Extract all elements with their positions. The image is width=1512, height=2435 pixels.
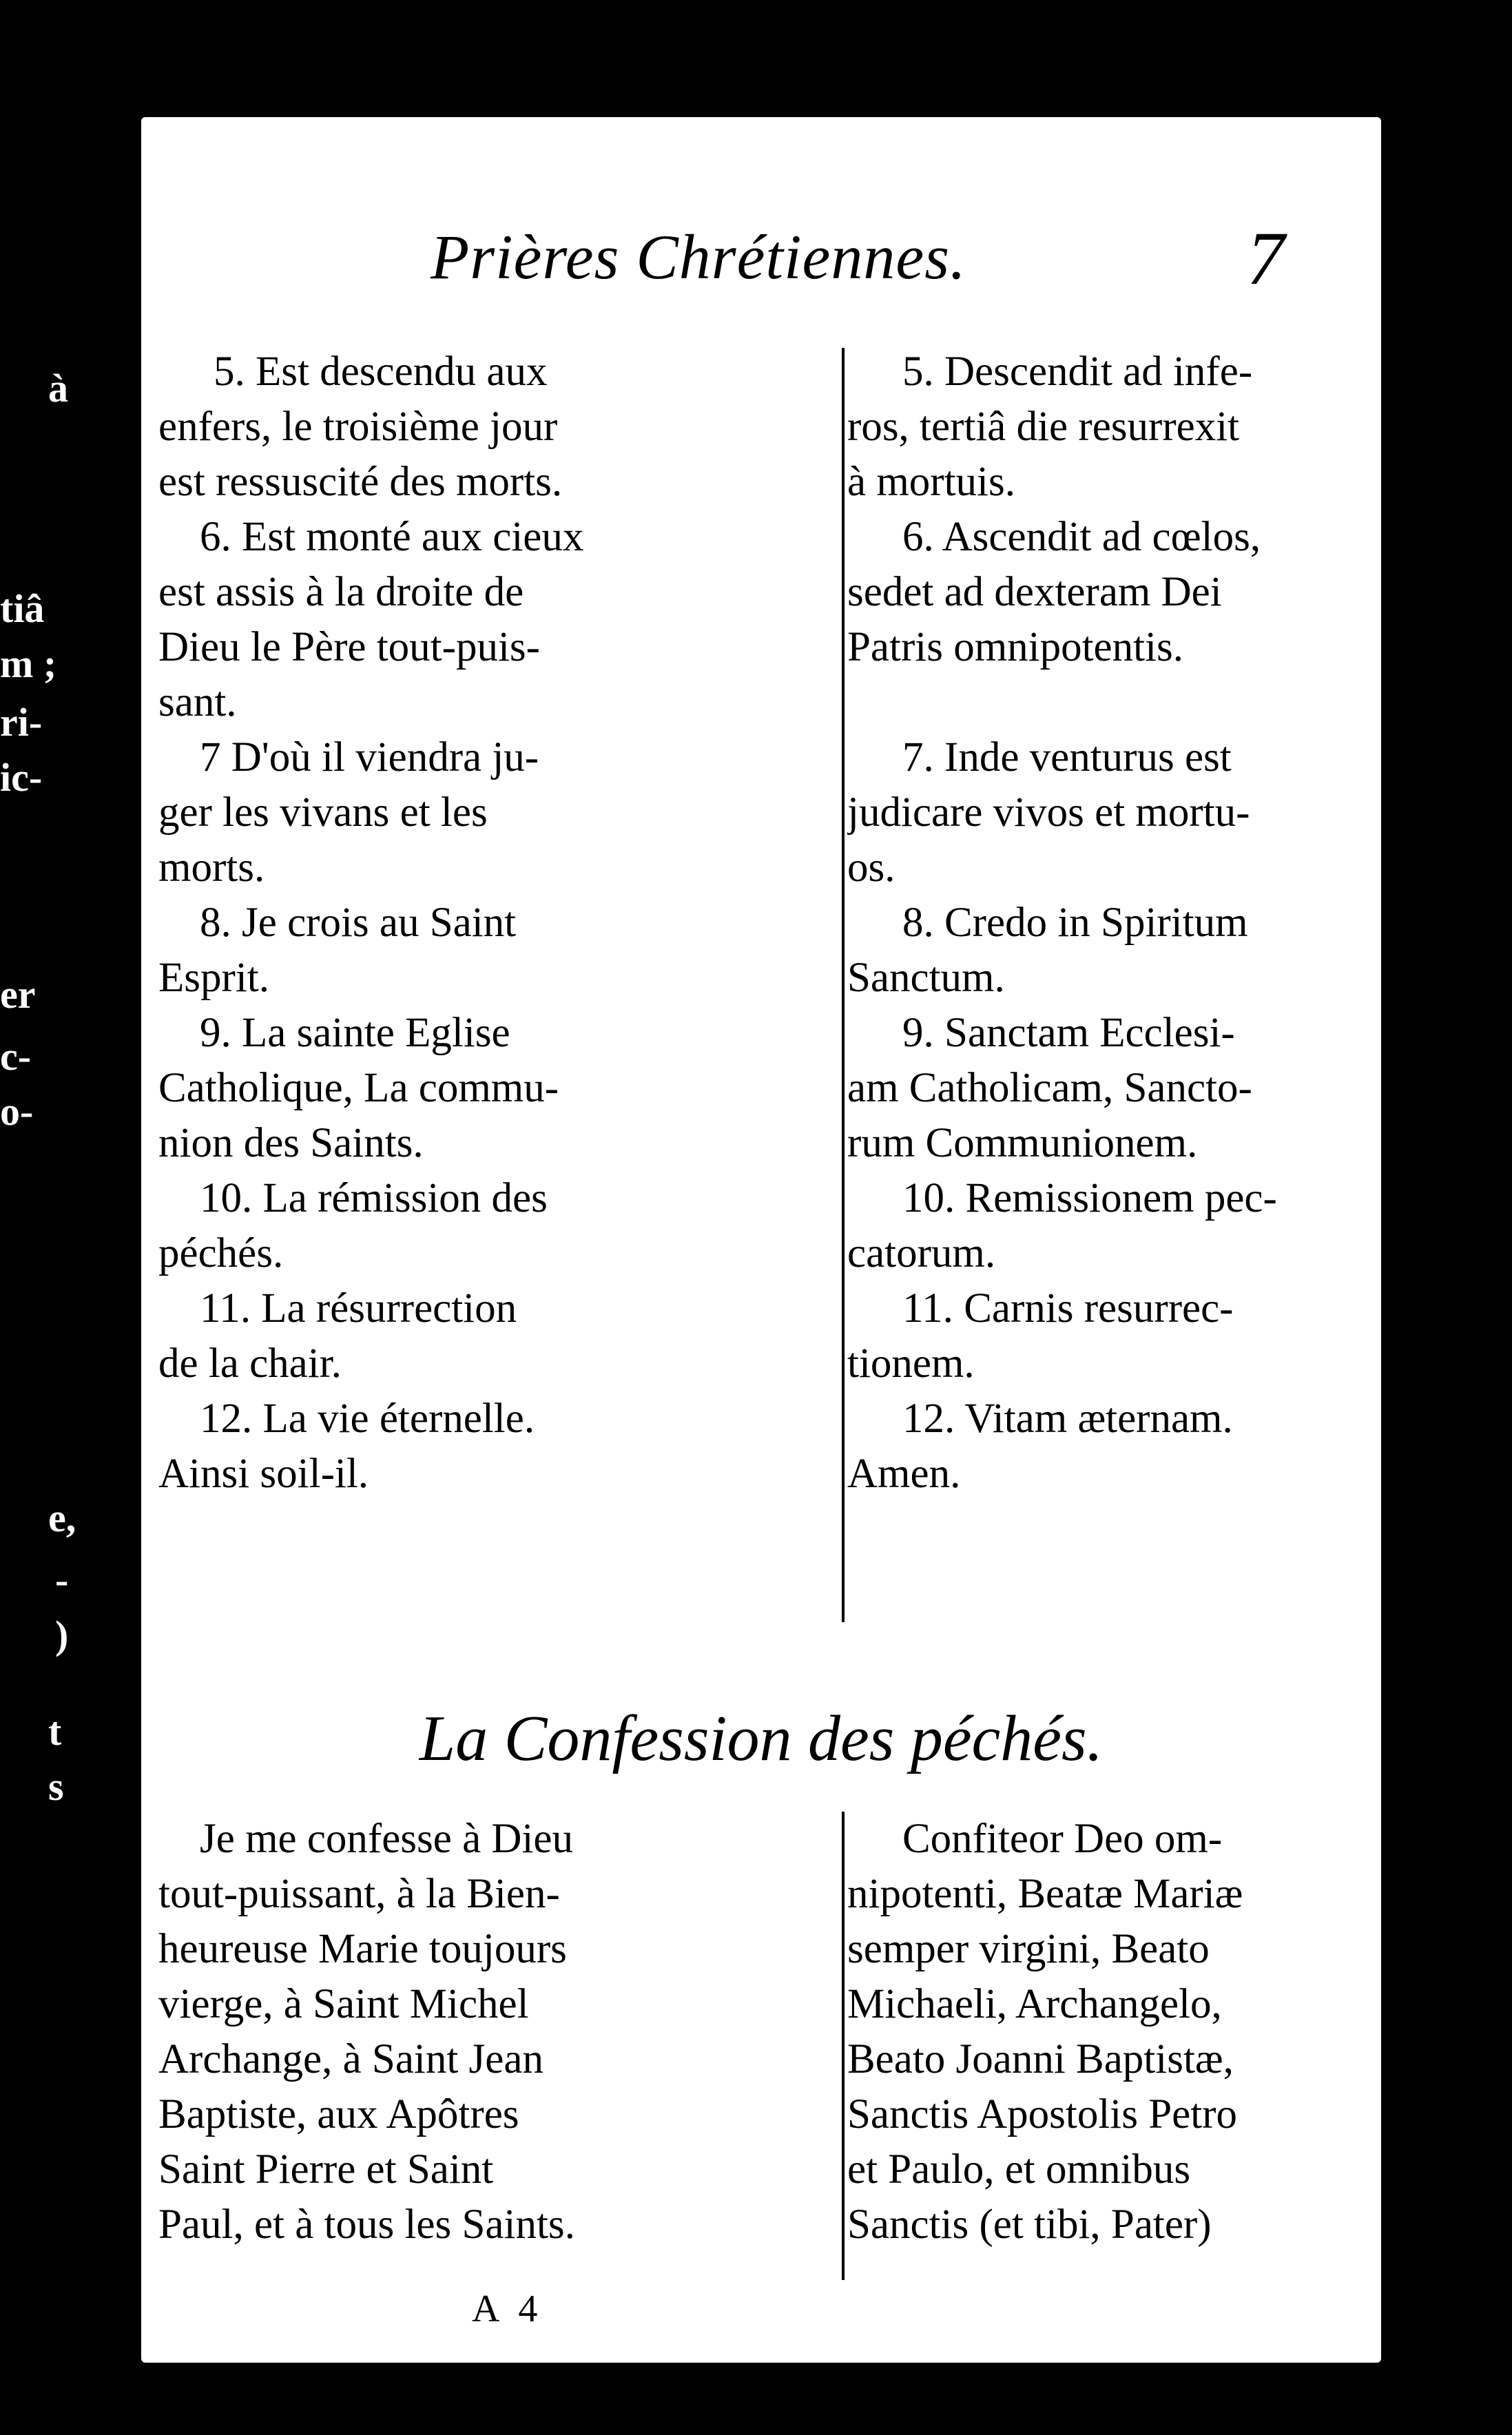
text-line: heureuse Marie toujours [158,1926,567,1972]
text-line: nipotenti, Beatæ Mariæ [847,1871,1243,1917]
edge-fragment: c- [0,1034,32,1079]
text-line: 6. Ascendit ad cœlos, [902,514,1261,560]
text-line: Patris omnipotentis. [847,624,1183,670]
text-line: nion des Saints. [158,1120,424,1166]
text-line: 5. Est descendu aux [214,349,548,395]
text-line: Baptiste, aux Apôtres [158,2091,519,2137]
text-line: Amen. [847,1451,961,1497]
text-line: est ressuscité des morts. [158,459,563,505]
text-line: de la chair. [158,1340,342,1387]
text-line: Saint Pierre et Saint [158,2146,494,2193]
facing-page-edge [0,324,110,1977]
text-line: Catholique, La commu- [158,1065,559,1111]
signature-mark: A 4 [472,2288,543,2330]
text-line: à mortuis. [847,459,1015,505]
text-line: Paul, et à tous les Saints. [158,2201,575,2248]
edge-fragment: ic- [0,755,43,800]
edge-fragment: t [48,1709,62,1754]
text-line: 7. Inde venturus est [902,734,1232,780]
text-line: 10. La rémission des [200,1175,548,1221]
text-line: Dieu le Père tout-puis- [158,624,540,670]
confession-latin-column [847,1812,1381,2252]
column-divider [842,1812,845,2280]
text-line: tionem. [847,1340,975,1387]
text-line: enfers, le troisième jour [158,404,558,450]
edge-fragment: o- [0,1089,34,1134]
text-line: 6. Est monté aux cieux [200,514,584,560]
text-line: est assis à la droite de [158,569,524,615]
text-line: Sanctis Apostolis Petro [847,2091,1237,2137]
text-line: vierge, à Saint Michel [158,1981,529,2027]
text-line: Confiteor Deo om- [902,1816,1223,1862]
text-line: 10. Remissionem pec- [902,1175,1277,1221]
page-number: 7 [1247,216,1285,300]
text-line: ger les vivans et les [158,789,488,836]
edge-fragment: ) [55,1613,69,1657]
text-line: Ainsi soil-il. [158,1451,369,1497]
credo-french-column [158,344,840,1502]
edge-fragment: m ; [0,641,57,686]
credo-latin-column [847,344,1381,1502]
text-line: 5. Descendit ad infe- [902,349,1253,395]
edge-fragment: ri- [0,700,43,745]
text-line: 9. Sanctam Ecclesi- [902,1010,1235,1056]
text-line: 11. La résurrection [200,1285,517,1332]
edge-fragment: à [48,366,68,411]
running-title: Prières Chrétiennes. [431,222,967,292]
edge-fragment: tiâ [0,586,45,631]
text-line: am Catholicam, Sancto- [847,1065,1252,1111]
text-line: 11. Carnis resurrec- [902,1285,1234,1332]
text-line: 8. Je crois au Saint [200,900,517,946]
text-line: 12. Vitam æternam. [902,1396,1233,1442]
text-line: sant. [158,679,237,725]
text-line: Archange, à Saint Jean [158,2036,543,2082]
text-line: Je me confesse à Dieu [200,1816,574,1862]
edge-fragment: - [55,1557,69,1602]
running-head [141,216,1381,303]
text-line: morts. [158,845,265,891]
text-line [847,675,1381,730]
text-line: catorum. [847,1230,996,1276]
edge-fragment: e, [48,1495,76,1540]
text-line: péchés. [158,1230,284,1276]
edge-fragment: er [0,972,36,1017]
text-line: sedet ad dexteram Dei [847,569,1222,615]
text-line: Michaeli, Archangelo, [847,1981,1222,2027]
text-line: Beato Joanni Baptistæ, [847,2036,1234,2082]
text-line: rum Communionem. [847,1120,1198,1166]
text-line: Sanctis (et tibi, Pater) [847,2201,1212,2248]
book-page [141,117,1381,2363]
text-line: 9. La sainte Eglise [200,1010,510,1056]
column-divider [842,348,845,1622]
text-line: ros, tertiâ die resurrexit [847,404,1240,450]
confession-french-column [158,1812,840,2252]
text-line: 12. La vie éternelle. [200,1396,535,1442]
section-title: La Confession des péchés. [419,1703,1104,1774]
text-line: Esprit. [158,955,269,1001]
text-line: judicare vivos et mortu- [847,789,1250,836]
text-line: 7 D'où il viendra ju- [200,734,539,780]
text-line: et Paulo, et omnibus [847,2146,1191,2193]
text-line: os. [847,845,895,891]
text-line: tout-puissant, à la Bien- [158,1871,560,1917]
text-line: 8. Credo in Spiritum [902,900,1248,946]
edge-fragment: s [48,1764,64,1809]
text-line: semper virgini, Beato [847,1926,1210,1972]
text-line: Sanctum. [847,955,1005,1001]
